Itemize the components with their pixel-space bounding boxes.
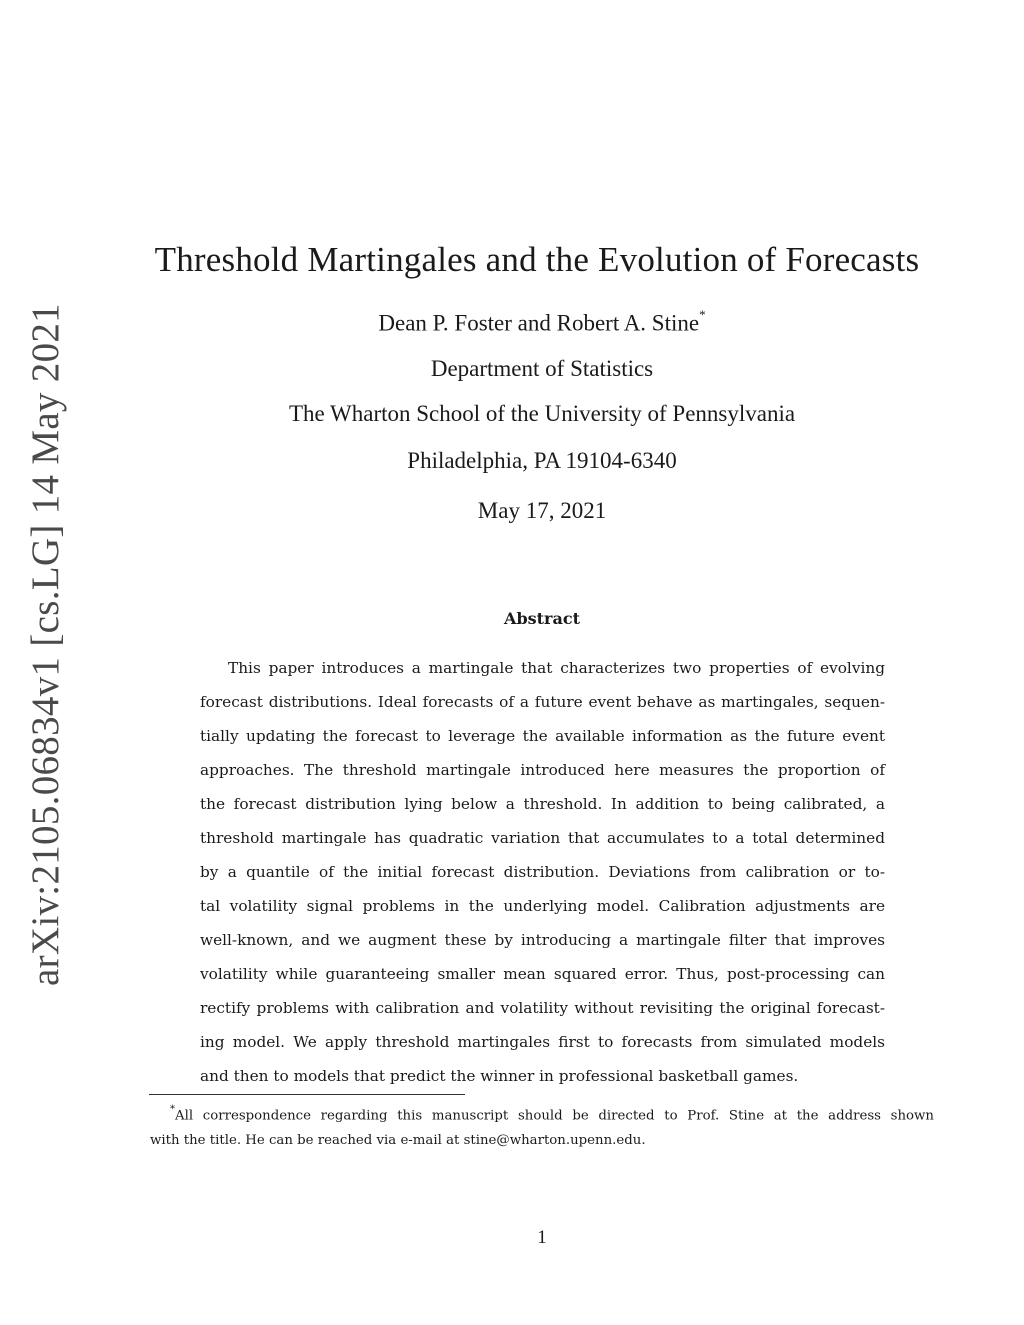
arxiv-side-stamp — [22, 302, 68, 986]
address: Philadelphia, PA 19104-6340 — [407, 448, 677, 473]
abstract-line: volatility while guaranteeing smaller mean squared error. Thus, post-processing can — [200, 965, 885, 983]
page-number: 1 — [537, 1227, 547, 1248]
abstract-line: tal volatility signal problems in the underlying model. Calibration adjustments are — [200, 897, 885, 915]
abstract-body — [200, 651, 885, 1093]
paper-date: May 17, 2021 — [477, 498, 607, 523]
arxiv-identifier: arXiv:2105.06834v1 [cs.LG] 14 May 2021 — [23, 302, 67, 986]
abstract-line: This paper introduces a martingale that characterizes two properties of evolving — [228, 659, 885, 677]
author-footnote-mark: * — [699, 307, 706, 322]
footnote — [150, 1097, 934, 1155]
abstract-line: approaches. The threshold martingale introduced here measures the proportion of — [200, 761, 885, 779]
author-names: Dean P. Foster and Robert A. Stine — [378, 310, 700, 336]
school: The Wharton School of the University of Pennsylvania — [288, 401, 796, 426]
footnote-text: All correspondence regarding this manuscript should be directed to Prof. Stine at the address shown — [175, 1108, 934, 1124]
footnote-mark: * — [170, 1104, 175, 1115]
abstract-line: tially updating the forecast to leverage the available information as the future event — [200, 727, 885, 745]
footnote-line — [150, 1097, 934, 1126]
paper-title: Threshold Martingales and the Evolution of Forecasts — [154, 240, 920, 279]
abstract-line: the forecast distribution lying below a threshold. In addition to being calibrated, a — [200, 795, 885, 813]
abstract-line: forecast distributions. Ideal forecasts of a future event behave as martingales, sequen- — [200, 693, 885, 711]
footnote-line: with the title. He can be reached via e-mail at stine@wharton.upenn.edu. — [150, 1133, 646, 1148]
abstract-line: well-known, and we augment these by introducing a martingale filter that improves — [200, 931, 885, 949]
abstract-line: rectify problems with calibration and volatility without revisiting the original forecast- — [200, 999, 885, 1017]
abstract-line: by a quantile of the initial forecast distribution. Deviations from calibration or to- — [200, 863, 885, 881]
department: Department of Statistics — [430, 356, 654, 381]
authors-line — [0, 307, 1024, 337]
abstract-line: threshold martingale has quadratic variation that accumulates to a total determined — [200, 829, 885, 847]
abstract-line: ing model. We apply threshold martingales first to forecasts from simulated models — [200, 1033, 885, 1051]
abstract-heading: Abstract — [504, 609, 580, 628]
footnote-divider — [149, 1094, 465, 1095]
abstract-line: and then to models that predict the winner in professional basketball games. — [200, 1067, 799, 1085]
